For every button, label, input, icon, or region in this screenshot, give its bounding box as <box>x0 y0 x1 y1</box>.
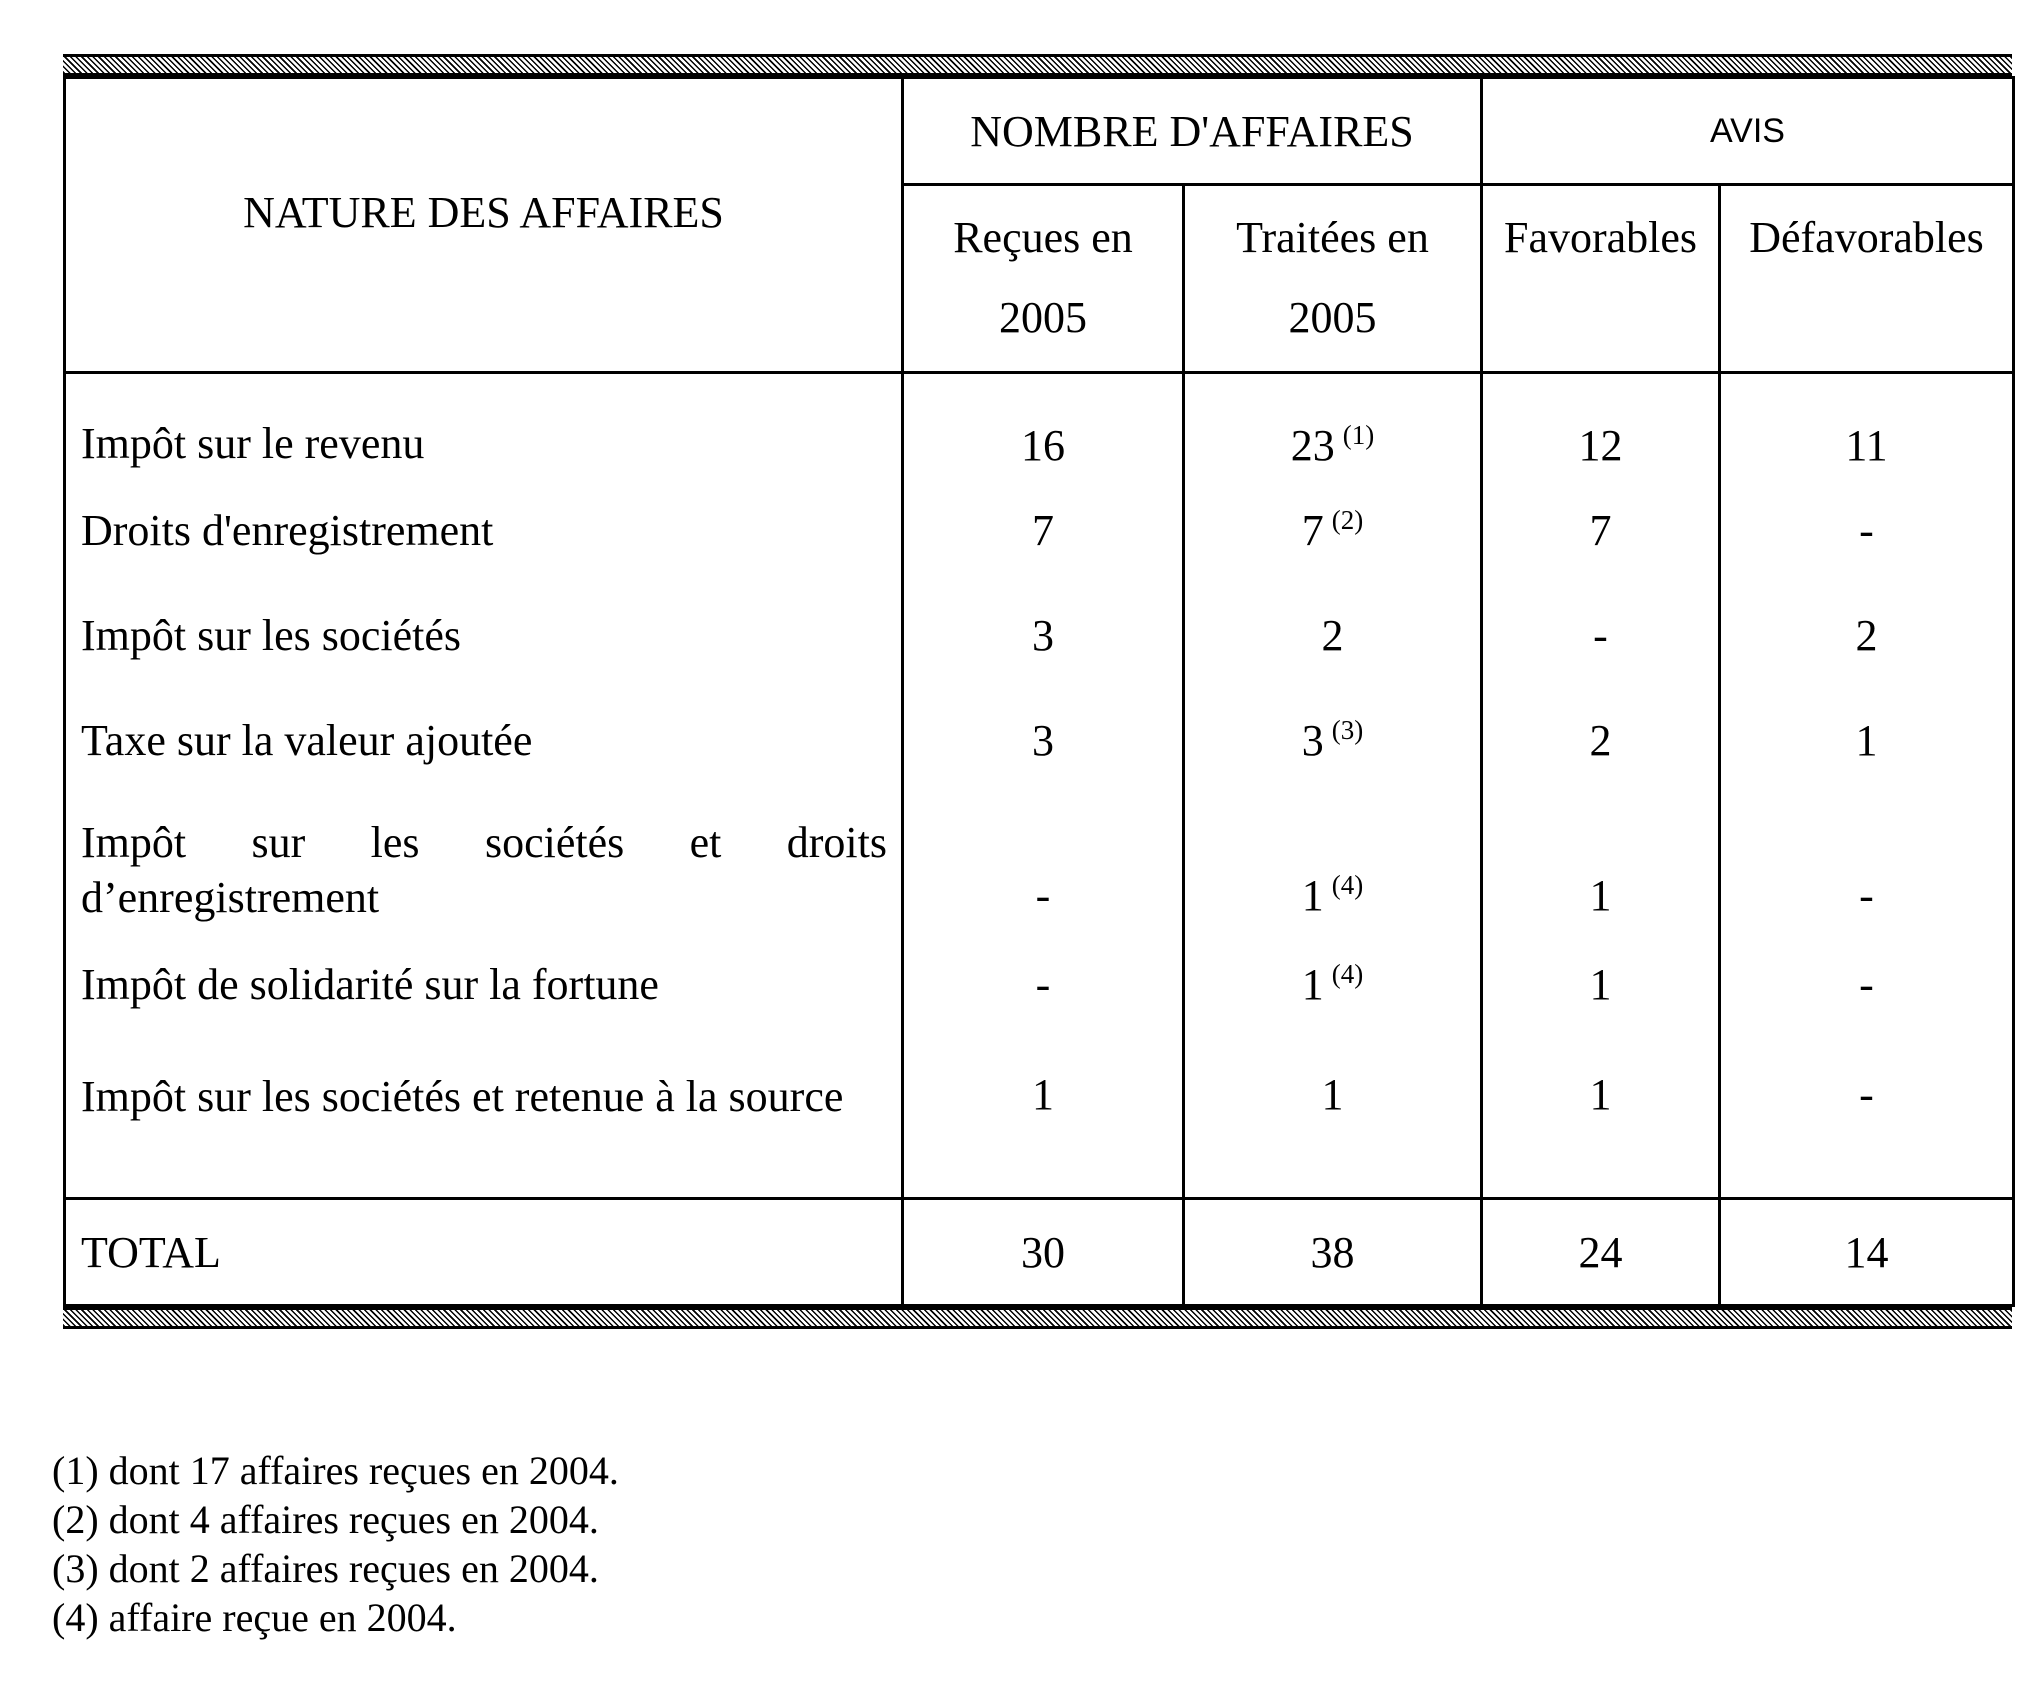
row-favorables: 7 <box>1482 478 1720 583</box>
row-favorables: 1 <box>1482 793 1720 931</box>
row-traitees-value: 2 <box>1321 610 1344 660</box>
header-recues-line2: 2005 <box>999 293 1087 342</box>
header-nature: NATURE DES AFFAIRES <box>65 78 903 373</box>
row-recues: 16 <box>903 373 1184 478</box>
header-traitees <box>1184 185 1482 373</box>
affaires-table <box>63 76 2015 1307</box>
footnote-2: (2) dont 4 affaires reçues en 2004. <box>52 1497 599 1542</box>
row-traitees-value: 7 <box>1301 505 1324 555</box>
top-hatched-rule <box>63 54 2012 76</box>
row-traitees-value: 1 <box>1301 870 1324 920</box>
total-traitees: 38 <box>1184 1199 1482 1306</box>
row-defavorables: - <box>1720 931 2014 1039</box>
row-label: Impôt de solidarité sur la fortune <box>65 931 903 1039</box>
row-label: Taxe sur la valeur ajoutée <box>65 688 903 793</box>
total-favorables: 24 <box>1482 1199 1720 1306</box>
row-traitees <box>1184 793 1482 931</box>
row-label: Impôt sur les sociétés et droits d’enregistrement <box>65 793 903 931</box>
table-row <box>65 793 2014 931</box>
row-favorables: 1 <box>1482 931 1720 1039</box>
row-label: Impôt sur le revenu <box>65 373 903 478</box>
table-row <box>65 373 2014 478</box>
row-recues: 1 <box>903 1039 1184 1199</box>
table-row <box>65 478 2014 583</box>
row-defavorables: 2 <box>1720 583 2014 688</box>
row-favorables: 2 <box>1482 688 1720 793</box>
row-traitees-value: 3 <box>1301 715 1324 765</box>
footnote-ref: (4) <box>1331 869 1364 900</box>
row-favorables: 12 <box>1482 373 1720 478</box>
footnote-ref: (3) <box>1331 714 1364 745</box>
row-defavorables: - <box>1720 793 2014 931</box>
table-row <box>65 583 2014 688</box>
header-recues <box>903 185 1184 373</box>
row-defavorables: - <box>1720 478 2014 583</box>
footnote-1: (1) dont 17 affaires reçues en 2004. <box>52 1448 619 1493</box>
row-label: Droits d'enregistrement <box>65 478 903 583</box>
header-traitees-line2: 2005 <box>1288 293 1377 342</box>
total-label: TOTAL <box>65 1199 903 1306</box>
table-row <box>65 1039 2014 1199</box>
row-recues: 3 <box>903 688 1184 793</box>
header-favorables: Favorables <box>1482 185 1720 373</box>
row-traitees <box>1184 373 1482 478</box>
bottom-hatched-rule <box>63 1307 2012 1329</box>
row-label: Impôt sur les sociétés et retenue à la source <box>65 1039 903 1199</box>
header-nombre: NOMBRE D'AFFAIRES <box>903 78 1482 185</box>
row-recues: 7 <box>903 478 1184 583</box>
header-traitees-line1: Traitées en <box>1236 213 1429 262</box>
footnote-ref: (4) <box>1331 959 1364 990</box>
table-row <box>65 931 2014 1039</box>
total-recues: 30 <box>903 1199 1184 1306</box>
row-favorables: - <box>1482 583 1720 688</box>
row-recues: 3 <box>903 583 1184 688</box>
row-recues: - <box>903 931 1184 1039</box>
row-favorables: 1 <box>1482 1039 1720 1199</box>
header-avis: AVIS <box>1482 78 2014 185</box>
row-traitees <box>1184 688 1482 793</box>
row-traitees <box>1184 931 1482 1039</box>
footnotes <box>52 1446 619 1642</box>
row-defavorables: 1 <box>1720 688 2014 793</box>
row-defavorables: 11 <box>1720 373 2014 478</box>
row-traitees <box>1184 1039 1482 1199</box>
row-traitees <box>1184 478 1482 583</box>
row-traitees-value: 1 <box>1301 960 1324 1009</box>
total-defavorables: 14 <box>1720 1199 2014 1306</box>
footnote-ref: (1) <box>1342 419 1375 450</box>
row-traitees-value: 23 <box>1290 420 1335 470</box>
row-recues: - <box>903 793 1184 931</box>
row-traitees-value: 1 <box>1321 1069 1344 1119</box>
footnote-4: (4) affaire reçue en 2004. <box>52 1595 457 1640</box>
affaires-table-frame <box>63 54 2012 1329</box>
table-row <box>65 688 2014 793</box>
header-recues-line1: Reçues en <box>953 213 1133 262</box>
footnote-3: (3) dont 2 affaires reçues en 2004. <box>52 1546 599 1591</box>
footnote-ref: (2) <box>1331 504 1364 535</box>
row-defavorables: - <box>1720 1039 2014 1199</box>
row-label: Impôt sur les sociétés <box>65 583 903 688</box>
header-defavorables: Défavorables <box>1720 185 2014 373</box>
total-row <box>65 1199 2014 1306</box>
row-traitees <box>1184 583 1482 688</box>
